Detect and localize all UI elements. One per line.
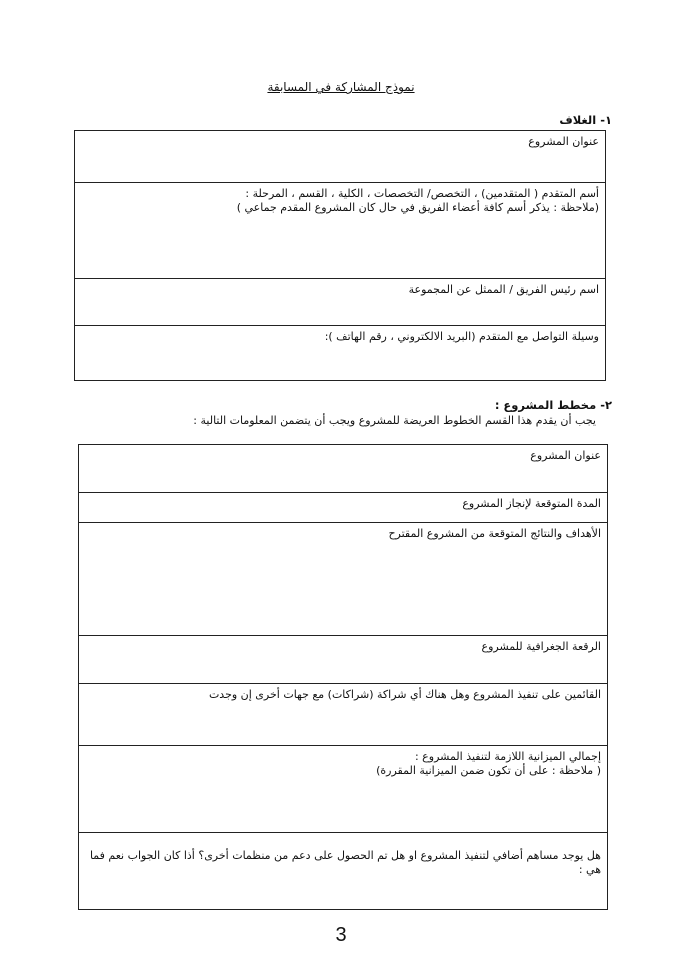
outline-implementers-field[interactable] [79, 684, 608, 746]
outline-row-objectives [79, 523, 608, 636]
cover-applicant-note: (ملاحظة : يذكر أسم كافة أعضاء الفريق في حال كان المشروع المقدم جماعي ) [236, 201, 599, 214]
cover-team-leader-field[interactable] [75, 279, 606, 326]
section2-subheading: يجب أن يقدم هذا القسم الخطوط العريضة للمشروع ويجب أن يتضمن المعلومات التالية : [193, 414, 596, 427]
outline-implementers-label: القائمين على تنفيذ المشروع وهل هناك أي شراكة (شراكات) مع جهات أخرى إن وجدت [208, 688, 601, 701]
outline-additional-support-field[interactable] [79, 833, 608, 910]
outline-objectives-field[interactable] [79, 523, 608, 636]
outline-row-project-title [79, 445, 608, 493]
outline-duration-label: المدة المتوقعة لإنجاز المشروع [462, 497, 601, 510]
section1-heading: ١- الغلاف [559, 113, 612, 127]
cover-applicant-field[interactable] [75, 183, 606, 279]
outline-duration-field[interactable] [79, 493, 608, 523]
outline-project-title-label: عنوان المشروع [530, 449, 601, 462]
cover-row-contact [75, 326, 606, 381]
outline-budget-label: إجمالي الميزانية اللازمة لتنفيذ المشروع : [414, 750, 601, 763]
project-outline-table [78, 444, 608, 910]
section2-heading: ٢- مخطط المشروع : [494, 398, 612, 412]
outline-objectives-label: الأهداف والنتائج المتوقعة من المشروع المقترح [388, 527, 601, 540]
cover-project-title-field[interactable] [75, 131, 606, 183]
cover-contact-label: وسيلة التواصل مع المتقدم (البريد الالكتروني ، رقم الهاتف ): [324, 330, 599, 343]
cover-project-title-label: عنوان المشروع [528, 135, 599, 148]
cover-row-team-leader [75, 279, 606, 326]
outline-geographic-scope-field[interactable] [79, 636, 608, 684]
cover-row-project-title [75, 131, 606, 183]
outline-row-additional-support [79, 833, 608, 910]
cover-row-applicant [75, 183, 606, 279]
outline-additional-support-label: هل يوجد مساهم أضافي لتنفيذ المشروع او هل تم الحصول على دعم من منظمات أخرى؟ أذا كان الجواب نعم فما هي : [89, 849, 601, 876]
outline-budget-note: ( ملاحظة : على أن تكون ضمن الميزانية المقررة) [376, 764, 601, 777]
outline-row-geographic-scope [79, 636, 608, 684]
cover-table [74, 130, 606, 381]
cover-contact-field[interactable] [75, 326, 606, 381]
outline-geographic-scope-label: الرقعة الجغرافية للمشروع [481, 640, 601, 653]
cover-applicant-label: أسم المتقدم ( المتقدمين) ، التخصص/ التخصصات ، الكلية ، القسم ، المرحلة : [245, 187, 599, 200]
outline-row-implementers [79, 684, 608, 746]
outline-project-title-field[interactable] [79, 445, 608, 493]
page-title: نموذج المشاركة في المسابقة [267, 80, 415, 94]
outline-budget-field[interactable] [79, 746, 608, 833]
outline-row-duration [79, 493, 608, 523]
cover-team-leader-label: اسم رئيس الفريق / الممثل عن المجموعة [408, 283, 599, 296]
page-number: 3 [335, 924, 347, 946]
outline-row-budget [79, 746, 608, 833]
